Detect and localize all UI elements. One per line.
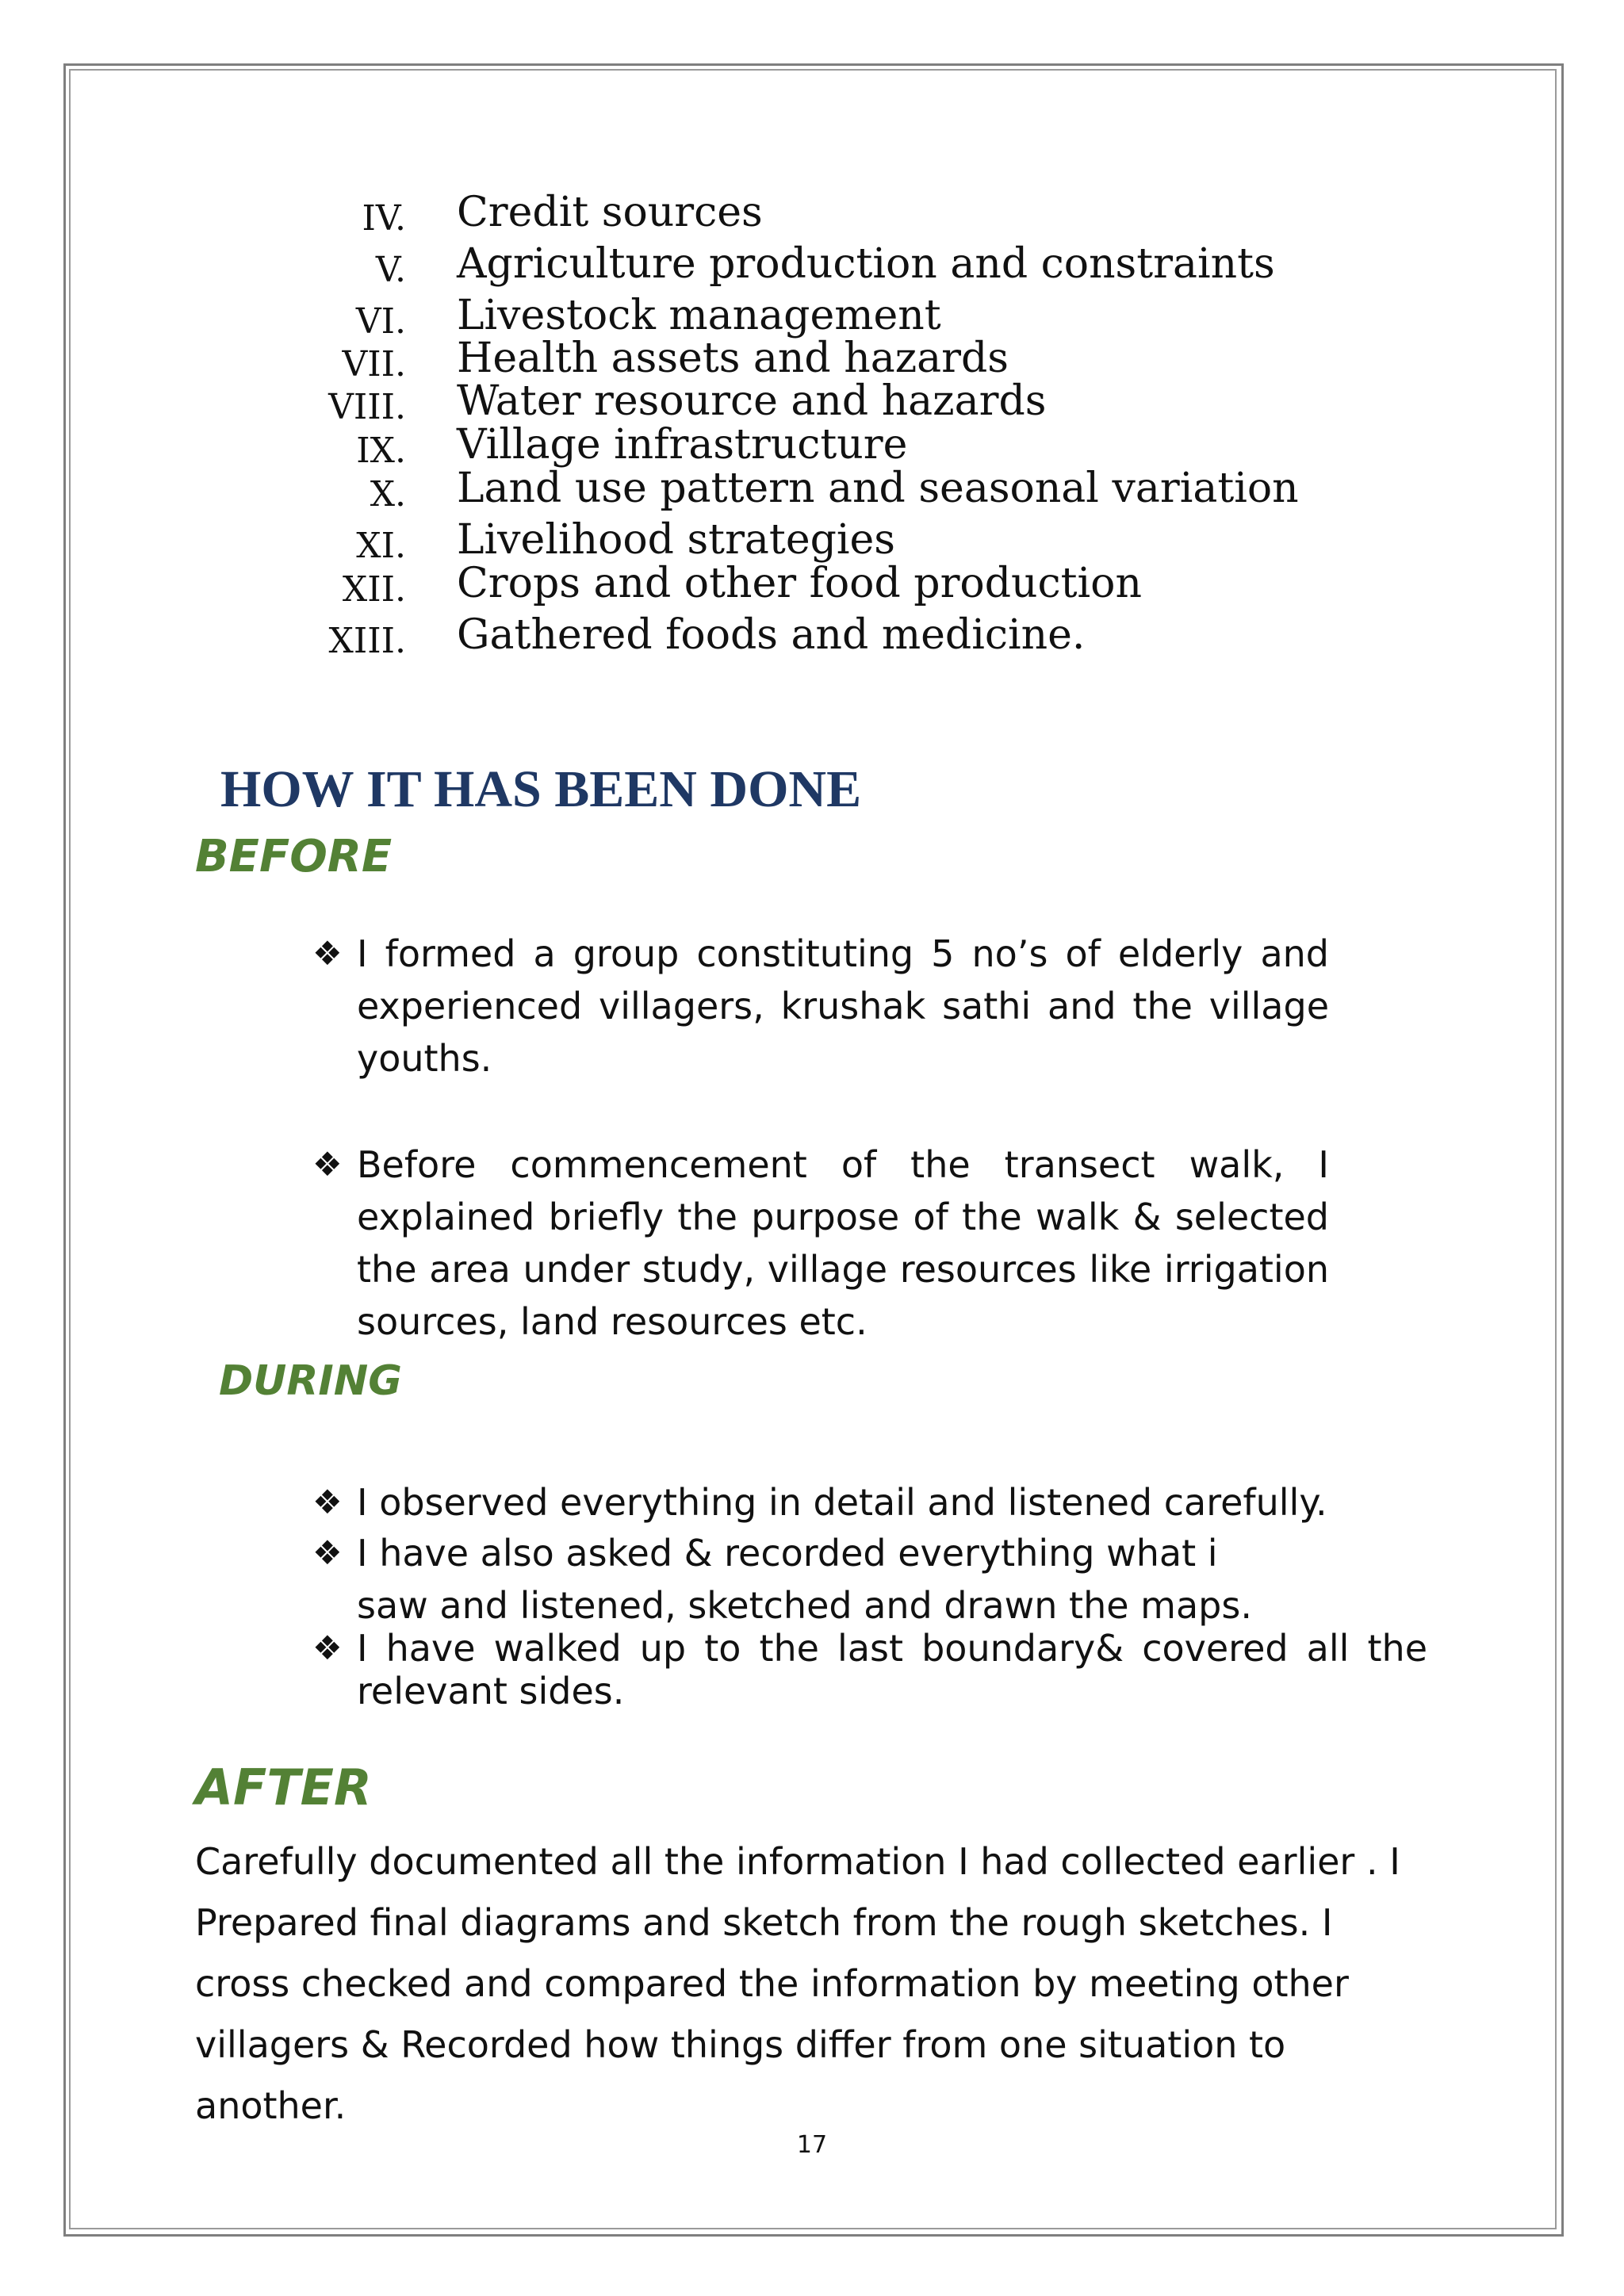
list-item-number: VIII. (328, 387, 406, 427)
list-item-number: X. (370, 474, 406, 515)
list-item (317, 611, 1348, 661)
bullet-text: Before commencement of the transect walk, I explained briefly the purpose of the walk & selected the area under study, village resources like irrigation sources, land resources etc. (357, 1143, 1329, 1343)
list-item (317, 292, 1348, 342)
list-item-number: VI. (355, 301, 406, 342)
list-item-text: Livestock management (457, 292, 941, 339)
after-paragraph: Carefully documented all the information I had collected earlier . I Prepared final diagrams and sketch from the rough sketches. I cross checked and compared the information by meeting other villagers & Recorded how things differ from one situation to another. (195, 1840, 1400, 2127)
list-item-number: IV. (362, 198, 406, 239)
bullet-item (312, 1138, 1329, 1348)
list-item-text: Health assets and hazards (457, 335, 1009, 382)
list-item-text: Land use pattern and seasonal variation (457, 465, 1299, 512)
bullet-diamond-icon: ❖ (312, 934, 343, 973)
bullet-diamond-icon: ❖ (312, 1533, 343, 1572)
bullet-item (312, 1476, 1427, 1529)
list-item-number: XI. (356, 526, 406, 566)
bullet-text: I observed everything in detail and listened carefully. (357, 1481, 1327, 1524)
list-item (317, 240, 1348, 290)
list-item-number: IX. (356, 430, 406, 471)
list-item-number: XIII. (328, 621, 406, 661)
list-item-text: Gathered foods and medicine. (457, 611, 1086, 659)
list-item (317, 516, 1348, 566)
list-item-text: Livelihood strategies (457, 516, 895, 564)
during-heading: DURING (219, 1357, 402, 1405)
bullet-text: I have also asked & recorded everything what i saw and listened, sketched and drawn the maps. (357, 1532, 1252, 1627)
bullet-text: I formed a group constituting 5 no’s of elderly and experienced villagers, krushak sathi and the village youths. (357, 932, 1329, 1080)
list-item (317, 189, 1348, 239)
bullet-item (312, 1527, 1285, 1632)
list-item (317, 560, 1348, 610)
before-heading: BEFORE (195, 831, 393, 882)
list-item-text: Agriculture production and constraints (457, 240, 1275, 288)
bullet-diamond-icon: ❖ (312, 1145, 343, 1184)
list-item-text: Credit sources (457, 189, 763, 236)
section-heading: HOW IT HAS BEEN DONE (220, 760, 862, 818)
after-heading: AFTER (195, 1758, 372, 1816)
list-item-number: VII. (342, 344, 406, 385)
list-item-text: Village infrastructure (457, 421, 908, 469)
list-item-number: XII. (342, 569, 406, 610)
list-item-text: Crops and other food production (457, 560, 1142, 607)
bullet-item (312, 1627, 1427, 1712)
page-number: 17 (796, 2131, 828, 2159)
list-item (317, 377, 1348, 427)
list-item (317, 335, 1348, 385)
bullet-text: I have walked up to the last boundary& covered all the relevant sides. (357, 1627, 1427, 1712)
bullet-diamond-icon: ❖ (312, 1628, 343, 1667)
list-item-text: Water resource and hazards (457, 377, 1047, 425)
bullet-diamond-icon: ❖ (312, 1483, 343, 1521)
list-item (317, 465, 1348, 515)
bullet-item (312, 928, 1329, 1085)
roman-numbered-list (317, 189, 1348, 661)
list-item (317, 421, 1348, 471)
list-item-number: V. (375, 250, 406, 290)
